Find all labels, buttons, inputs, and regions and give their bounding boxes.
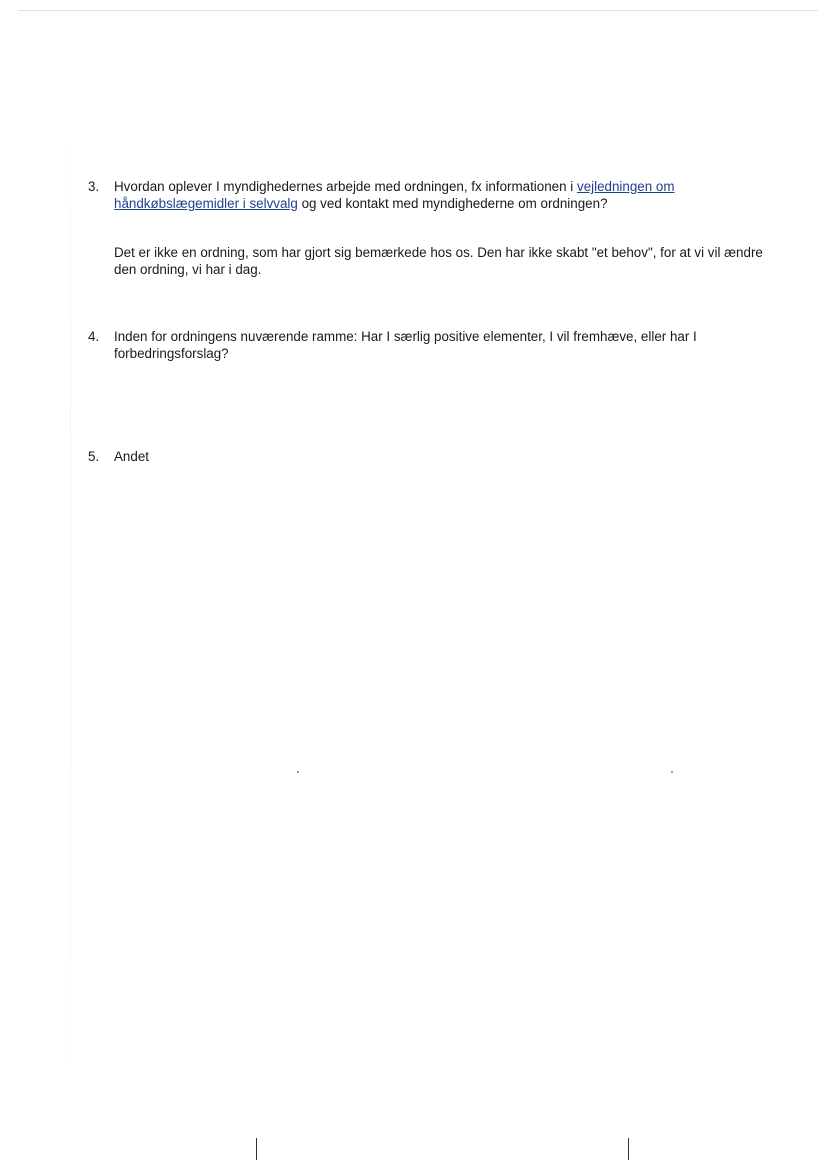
question-3-text xyxy=(114,178,758,212)
question-3 xyxy=(88,178,758,212)
fold-mark xyxy=(256,1138,257,1160)
question-3-number: 3. xyxy=(88,179,100,194)
scan-left-edge xyxy=(70,110,71,1110)
scan-top-edge xyxy=(18,10,818,11)
guidance-link[interactable]: vejledningen om håndkøbslægemidler i selvvalg xyxy=(114,179,675,211)
question-4-number: 4. xyxy=(88,329,100,344)
question-5 xyxy=(88,448,758,465)
question-4-text: Inden for ordningens nuværende ramme: Har I særlig positive elementer, I vil fremhæve, eller har I forbedringsforslag? xyxy=(114,329,697,361)
question-4 xyxy=(88,328,758,362)
fold-mark xyxy=(628,1138,629,1160)
question-5-text: Andet xyxy=(114,449,149,464)
question-3-text-after-link: og ved kontakt med myndighederne om ordningen? xyxy=(297,196,608,211)
scan-speck xyxy=(297,771,299,773)
question-3-text-before-link: Hvordan oplever I myndighedernes arbejde med ordningen, fx informationen i xyxy=(114,179,577,194)
question-3-answer: Det er ikke en ordning, som har gjort sig bemærkede hos os. Den har ikke skabt "et behov", for at vi vil ændre den ordning, vi har i dag. xyxy=(114,245,763,277)
scan-speck xyxy=(671,771,673,773)
question-5-number: 5. xyxy=(88,449,100,464)
